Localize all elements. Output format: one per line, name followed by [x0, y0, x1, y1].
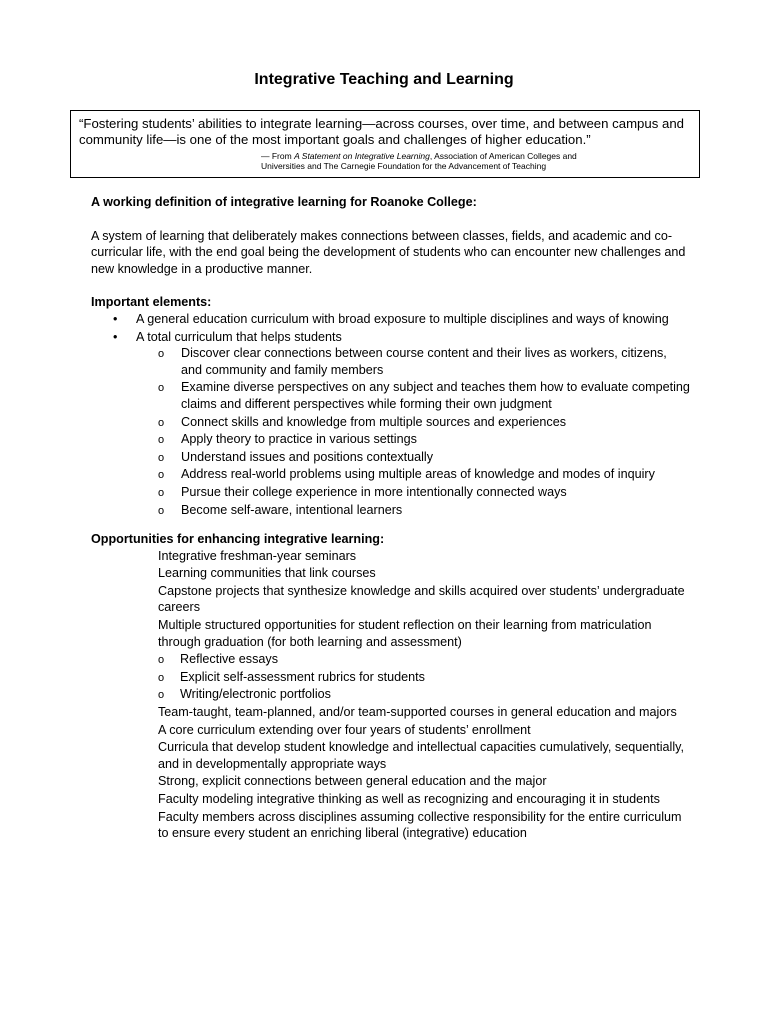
list-item-text: Apply theory to practice in various settings [181, 432, 417, 447]
sub-bullet-glyph: o [158, 451, 165, 464]
list-item-text: A total curriculum that helps students [136, 329, 342, 344]
list-item: Learning communities that link courses [158, 566, 376, 581]
quote-text: “Fostering students’ abilities to integrate learning—across courses, over time, and between campus and community life—is one of the most important goals and challenges of higher education.” [79, 116, 684, 147]
opportunities-sublist-wrapper [158, 651, 691, 703]
opportunities-sublist [158, 651, 691, 703]
list-item [136, 449, 691, 466]
elements-heading: Important elements: [91, 295, 212, 310]
list-item-text: Discover clear connections between course content and their lives as workers, citizens, and community and family members [181, 346, 667, 377]
list-item-text: Connect skills and knowledge from multiple sources and experiences [181, 414, 567, 429]
list-item-text: Reflective essays [180, 652, 278, 667]
list-item [136, 345, 691, 378]
sub-bullet-glyph: o [158, 348, 165, 361]
list-item [136, 414, 691, 431]
list-item-text: Understand issues and positions contextually [181, 449, 434, 464]
list-item-text: Writing/electronic portfolios [180, 687, 331, 702]
opportunities-heading: Opportunities for enhancing integrative learning: [91, 532, 385, 547]
list-item: Strong, explicit connections between general education and the major [158, 774, 547, 789]
sub-bullet-glyph: o [158, 486, 165, 499]
list-item [91, 311, 691, 328]
list-item: Capstone projects that synthesize knowledge and skills acquired over students’ undergraduate careers [158, 583, 685, 615]
bullet-glyph: • [113, 329, 118, 344]
list-item: Faculty modeling integrative thinking as well as recognizing and encouraging it in students [158, 792, 660, 806]
list-item-text: Examine diverse perspectives on any subject and teaches them how to evaluate competing claims and different perspectives while forming their own judgment [181, 380, 690, 411]
list-item: Team-taught, team-planned, and/or team-supported courses in general education and majors [158, 705, 677, 720]
list-item [158, 686, 691, 703]
quote-source-title: A Statement on Integrative Learning [294, 151, 430, 161]
list-item-text: Become self-aware, intentional learners [181, 502, 403, 517]
quote-source [79, 151, 691, 171]
sub-bullet-glyph: o [158, 382, 165, 395]
list-item-text: Explicit self-assessment rubrics for students [180, 669, 425, 684]
list-item [136, 502, 691, 519]
elements-list [91, 311, 691, 518]
list-item [136, 466, 691, 483]
sub-bullet-glyph: o [158, 654, 165, 667]
sub-bullet-glyph: o [158, 689, 165, 702]
sub-bullet-glyph: o [158, 504, 165, 517]
list-item [158, 651, 691, 668]
list-item-text: Address real-world problems using multiple areas of knowledge and modes of inquiry [181, 467, 655, 482]
list-item [158, 669, 691, 686]
quote-box [70, 110, 700, 178]
sub-bullet-glyph: o [158, 671, 165, 684]
sub-bullet-glyph: o [158, 469, 165, 482]
quote-source-line2: Universities and The Carnegie Foundation for the Advancement of Teaching [261, 161, 547, 171]
page-title: Integrative Teaching and Learning [254, 71, 514, 88]
sub-bullet-glyph: o [158, 416, 165, 429]
list-item [136, 379, 691, 412]
list-item: Faculty members across disciplines assuming collective responsibility for the entire curriculum to ensure every student an enriching liberal (integrative) education [158, 809, 682, 841]
list-item-text: Pursue their college experience in more intentionally connected ways [181, 484, 567, 499]
sub-bullet-glyph: o [158, 434, 165, 447]
document-body [91, 194, 691, 843]
list-item: Multiple structured opportunities for student reflection on their learning from matriculation through graduation (for both learning and assessment) [158, 618, 652, 649]
list-item [91, 329, 691, 519]
bullet-glyph: • [113, 311, 118, 326]
list-item-text: A general education curriculum with broad exposure to multiple disciplines and ways of knowing [136, 311, 669, 326]
definition-heading: A working definition of integrative learning for Roanoke College: [91, 195, 477, 209]
opportunities-list [91, 548, 691, 842]
list-item: A core curriculum extending over four years of students’ enrollment [158, 722, 531, 737]
list-item [136, 431, 691, 448]
definition-body: A system of learning that deliberately makes connections between classes, fields, and academic and co-curricular life, with the end goal being the development of students who can encounter new challenges and new knowledge in a productive manner. [91, 228, 686, 276]
list-item [136, 484, 691, 501]
list-item: Integrative freshman-year seminars [158, 548, 357, 563]
list-item: Curricula that develop student knowledge and intellectual capacities cumulatively, sequentially, and in developmentally appropriate ways [158, 740, 684, 771]
quote-source-prefix: — From [261, 151, 295, 161]
quote-source-suffix: , Association of American Colleges and [429, 151, 577, 161]
elements-sublist [136, 345, 691, 518]
